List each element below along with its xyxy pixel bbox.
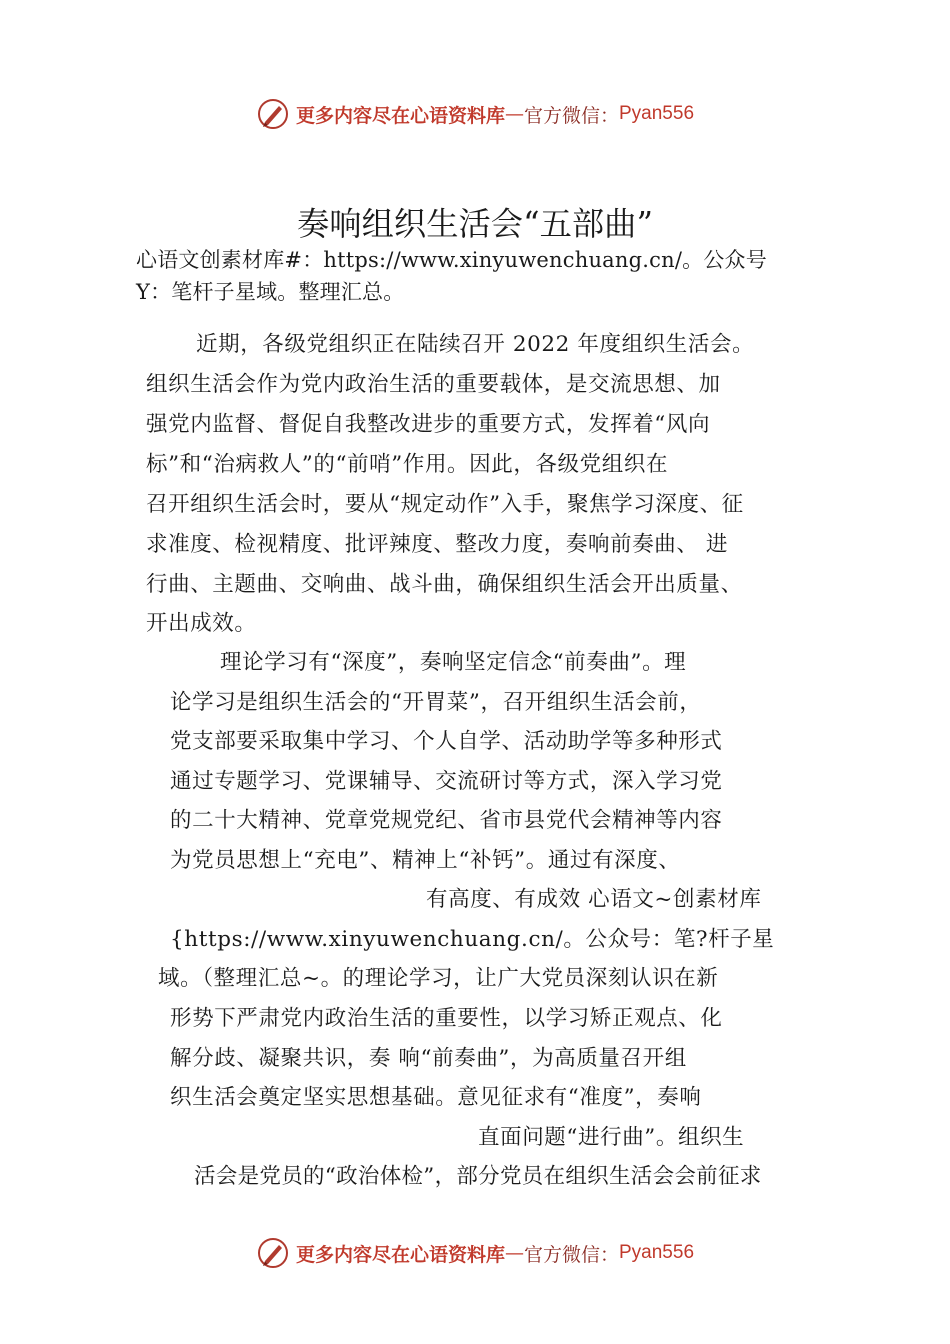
banner-label: 官方微信： xyxy=(523,1243,619,1266)
body-line: 直面问题“进行曲”。组织生 xyxy=(478,1125,745,1150)
body-line: 求准度、检视精度、批评辣度、整改力度，奏响前奏曲、 进 xyxy=(146,532,729,557)
body-line: 党支部要采取集中学习、个人自学、活动助学等多种形式 xyxy=(170,729,723,754)
banner-main-text: 更多内容尽在心语资料库 xyxy=(295,1243,505,1266)
body-line: 的二十大精神、党章党规党纪、省市县党代会精神等内容 xyxy=(170,808,723,833)
source-line: 心语文创素材库#：https://www.xinyuwenchuang.cn/。公众号 xyxy=(136,248,767,272)
body-line: 域。（整理汇总~。的理论学习，让广大党员深刻认识在新 xyxy=(158,966,719,991)
body-line: 解分歧、凝聚共识，奏 响“前奏曲”，为高质量召开组 xyxy=(170,1046,687,1071)
body-line: 理论学习有“深度”，奏响坚定信念“前奏曲”。理 xyxy=(220,650,687,675)
banner-separator: — xyxy=(504,1242,524,1264)
body-line: 有高度、有成效 心语文~创素材库 xyxy=(426,887,762,912)
document-title: 奏响组织生活会“五部曲” xyxy=(297,205,653,243)
body-line: {https://www.xinyuwenchuang.cn/。公众号：笔?杆子星 xyxy=(170,927,775,952)
pen-logo-icon xyxy=(256,1236,290,1270)
body-line: 为党员思想上“充电”、精神上“补钙”。通过有深度、 xyxy=(170,848,681,873)
body-line: 行曲、主题曲、交响曲、战斗曲，确保组织生活会开出质量、 xyxy=(146,572,743,597)
banner-wechat-id: Pyan556 xyxy=(619,1242,695,1263)
source-line: Y：笔杆子星域。整理汇总。 xyxy=(136,280,405,304)
body-line: 通过专题学习、党课辅导、交流研讨等方式，深入学习党 xyxy=(170,769,723,794)
body-line: 组织生活会作为党内政治生活的重要载体，是交流思想、加 xyxy=(146,372,721,397)
body-line: 召开组织生活会时，要从“规定动作”入手，聚焦学习深度、征 xyxy=(146,492,744,517)
pen-logo-icon xyxy=(256,97,290,131)
body-line: 织生活会奠定坚实思想基础。意见征求有“准度”，奏响 xyxy=(170,1085,702,1110)
banner-label: 官方微信： xyxy=(523,104,619,127)
body-line: 近期，各级党组织正在陆续召开 2022 年度组织生活会。 xyxy=(196,332,755,357)
banner-main-text: 更多内容尽在心语资料库 xyxy=(295,104,505,127)
header-banner xyxy=(0,94,950,134)
body-line: 强党内监督、督促自我整改进步的重要方式，发挥着“风向 xyxy=(146,412,711,437)
banner-separator: — xyxy=(504,103,524,125)
footer-banner xyxy=(0,1233,950,1273)
banner-wechat-id: Pyan556 xyxy=(619,103,695,124)
body-line: 形势下严肃党内政治生活的重要性，以学习矫正观点、化 xyxy=(170,1006,723,1031)
body-line: 活会是党员的“政治体检”，部分党员在组织生活会会前征求 xyxy=(194,1164,762,1189)
body-line: 开出成效。 xyxy=(146,611,257,636)
body-line: 标”和“治病救人”的“前哨”作用。因此，各级党组织在 xyxy=(146,452,669,477)
body-line: 论学习是组织生活会的“开胃菜”，召开组织生活会前， xyxy=(170,690,702,715)
